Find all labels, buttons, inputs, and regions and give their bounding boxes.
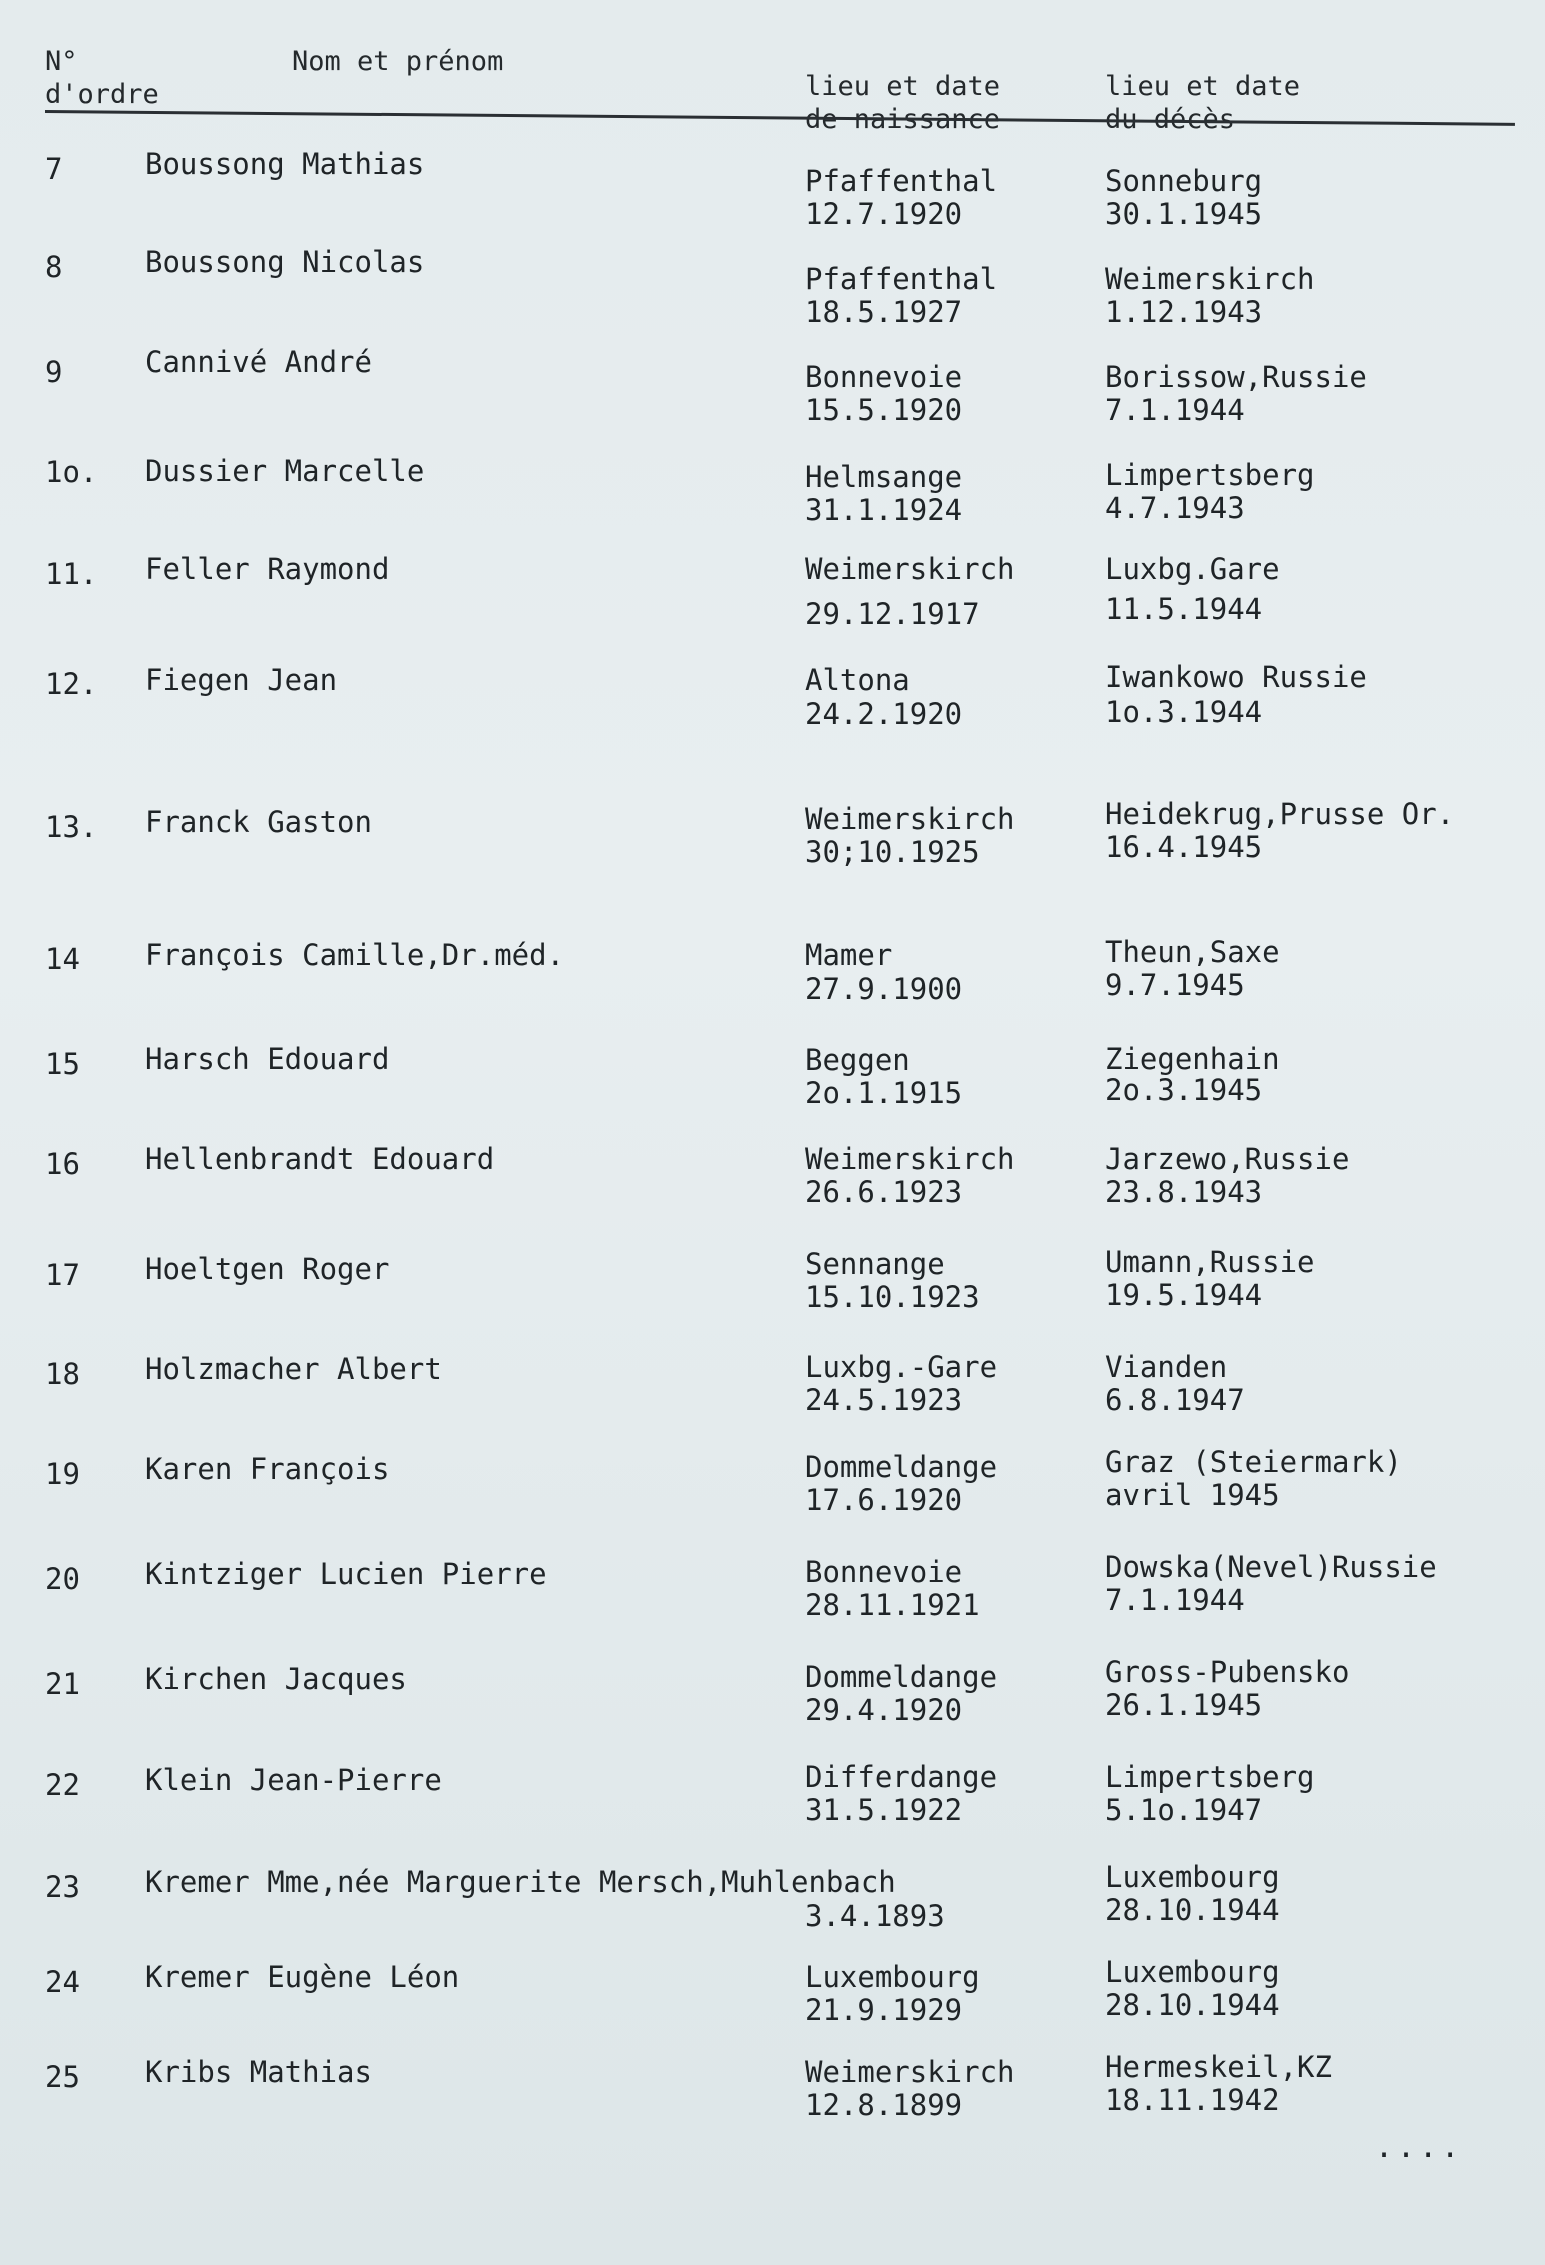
birth-date: 18.5.1927 (805, 295, 963, 329)
birth-date: 21.9.1929 (805, 1993, 963, 2027)
birth-date: 29.4.1920 (805, 1693, 963, 1727)
death-date: 30.1.1945 (1105, 197, 1263, 231)
death-place: Weimerskirch (1105, 262, 1315, 296)
table-row (0, 2050, 1545, 2145)
table-row (0, 1350, 1545, 1445)
birth-date: 17.6.1920 (805, 1483, 963, 1517)
birth-date: 27.9.1900 (805, 972, 963, 1006)
table-row (0, 1245, 1545, 1340)
birth-date: 12.8.1899 (805, 2088, 963, 2122)
death-place: Sonneburg (1105, 164, 1263, 198)
birth-place: Bonnevoie (805, 1555, 963, 1589)
birth-date: 24.5.1923 (805, 1383, 963, 1417)
death-place: Graz (Steiermark) (1105, 1445, 1402, 1479)
person-name: Feller Raymond (145, 552, 390, 586)
death-place: Luxbg.Gare (1105, 552, 1280, 586)
order-number: 16 (45, 1147, 80, 1181)
order-number: 20 (45, 1562, 80, 1596)
person-name: Cannivé André (145, 345, 372, 379)
person-name: Kribs Mathias (145, 2055, 372, 2089)
header-death-line1: lieu et date (1105, 71, 1301, 102)
death-date: 1.12.1943 (1105, 295, 1263, 329)
person-name: Karen François (145, 1452, 390, 1486)
death-place: Borissow,Russie (1105, 360, 1367, 394)
table-row (0, 552, 1545, 645)
header-death-line2: du décès (1105, 104, 1236, 135)
birth-place: Weimerskirch (805, 802, 1015, 836)
person-name: Dussier Marcelle (145, 454, 425, 488)
order-number: 23 (45, 1870, 80, 1904)
death-place: Hermeskeil,KZ (1105, 2050, 1332, 2084)
death-place: Iwankowo Russie (1105, 660, 1367, 694)
order-number: 7 (45, 152, 63, 186)
birth-date: 28.11.1921 (805, 1588, 980, 1622)
birth-place: Luxbg.-Gare (805, 1350, 998, 1384)
birth-place: Weimerskirch (805, 552, 1015, 586)
header-order-number (45, 45, 159, 111)
table-row (0, 245, 1545, 340)
birth-place: Helmsange (805, 460, 963, 494)
birth-date: 31.5.1922 (805, 1793, 963, 1827)
death-date: 26.1.1945 (1105, 1688, 1263, 1722)
birth-place: Weimerskirch (805, 2055, 1015, 2089)
person-name: Kintziger Lucien Pierre (145, 1557, 547, 1591)
order-number: 18 (45, 1357, 80, 1391)
order-number: 21 (45, 1667, 80, 1701)
death-place: Dowska(Nevel)Russie (1105, 1550, 1437, 1584)
birth-place: Beggen (805, 1043, 910, 1077)
birth-place: Weimerskirch (805, 1142, 1015, 1176)
death-date: 4.7.1943 (1105, 491, 1245, 525)
birth-date: 3.4.1893 (805, 1899, 945, 1933)
table-row (0, 797, 1545, 890)
person-name: Harsch Edouard (145, 1042, 390, 1076)
death-date: 28.10.1944 (1105, 1988, 1280, 2022)
death-place: Limpertsberg (1105, 1760, 1315, 1794)
order-number: 15 (45, 1047, 80, 1081)
continuation-dots: .... (1375, 2130, 1464, 2165)
birth-date: 2o.1.1915 (805, 1076, 963, 1110)
death-date: 5.1o.1947 (1105, 1793, 1263, 1827)
death-date: 11.5.1944 (1105, 592, 1263, 626)
birth-place: Dommeldange (805, 1660, 998, 1694)
death-date: 7.1.1944 (1105, 1583, 1245, 1617)
table-row (0, 935, 1545, 1030)
birth-place: Mamer (805, 938, 893, 972)
header-birth (805, 70, 1000, 136)
death-place: Limpertsberg (1105, 458, 1315, 492)
order-number: 14 (45, 942, 80, 976)
birth-date: 30;10.1925 (805, 835, 980, 869)
person-name: François Camille,Dr.méd. (145, 938, 565, 972)
table-row (0, 450, 1545, 540)
header-order-number-line2: d'ordre (45, 79, 159, 110)
birth-place: Differdange (805, 1760, 998, 1794)
order-number: 8 (45, 250, 63, 284)
birth-place: Bonnevoie (805, 360, 963, 394)
person-name: Holzmacher Albert (145, 1352, 442, 1386)
death-date: 16.4.1945 (1105, 830, 1263, 864)
order-number: 17 (45, 1258, 80, 1292)
death-place: Umann,Russie (1105, 1245, 1315, 1279)
birth-place: Luxembourg (805, 1960, 980, 1994)
death-place: Jarzewo,Russie (1105, 1142, 1350, 1176)
table-row (0, 1550, 1545, 1650)
header-birth-line1: lieu et date (805, 71, 1001, 102)
person-name: Fiegen Jean (145, 663, 338, 697)
death-date: 2o.3.1945 (1105, 1073, 1263, 1107)
table-row (0, 1655, 1545, 1755)
person-name: Hoeltgen Roger (145, 1252, 390, 1286)
order-number: 19 (45, 1457, 80, 1491)
death-date: 1o.3.1944 (1105, 695, 1263, 729)
order-number: 11. (45, 557, 98, 591)
death-date: 18.11.1942 (1105, 2083, 1280, 2117)
death-place: Luxembourg (1105, 1955, 1280, 1989)
birth-date: 15.10.1923 (805, 1280, 980, 1314)
death-date: 9.7.1945 (1105, 968, 1245, 1002)
death-place: Luxembourg (1105, 1860, 1280, 1894)
person-name: Kremer Mme,née Marguerite Mersch,Muhlenbach (145, 1865, 896, 1899)
order-number: 9 (45, 355, 63, 389)
death-date: 7.1.1944 (1105, 393, 1245, 427)
birth-date: 15.5.1920 (805, 393, 963, 427)
order-number: 24 (45, 1965, 80, 1999)
person-name: Boussong Mathias (145, 147, 425, 181)
header-birth-line2: de naissance (805, 104, 1001, 135)
table-row (0, 1860, 1545, 1955)
death-date: 28.10.1944 (1105, 1893, 1280, 1927)
table-row (0, 345, 1545, 440)
birth-place: Dommeldange (805, 1450, 998, 1484)
order-number: 1o. (45, 455, 98, 489)
birth-place: Sennange (805, 1247, 945, 1281)
birth-date: 31.1.1924 (805, 493, 963, 527)
order-number: 12. (45, 667, 98, 701)
person-name: Kirchen Jacques (145, 1662, 407, 1696)
person-name: Boussong Nicolas (145, 245, 425, 279)
death-date: avril 1945 (1105, 1478, 1280, 1512)
death-date: 6.8.1947 (1105, 1383, 1245, 1417)
birth-place: Pfaffenthal (805, 262, 998, 296)
table-row (0, 1445, 1545, 1545)
order-number: 13. (45, 810, 98, 844)
death-place: Ziegenhain (1105, 1042, 1280, 1076)
death-date: 19.5.1944 (1105, 1278, 1263, 1312)
death-place: Heidekrug,Prusse Or. (1105, 797, 1455, 831)
header-order-number-line1: N° (45, 46, 78, 77)
table-row (0, 1955, 1545, 2050)
table-row (0, 147, 1545, 242)
order-number: 25 (45, 2060, 80, 2094)
birth-date: 26.6.1923 (805, 1175, 963, 1209)
birth-date: 29.12.1917 (805, 597, 980, 631)
death-place: Gross-Pubensko (1105, 1655, 1350, 1689)
table-row (0, 1760, 1545, 1855)
order-number: 22 (45, 1768, 80, 1802)
table-row (0, 1142, 1545, 1235)
person-name: Hellenbrandt Edouard (145, 1142, 495, 1176)
death-place: Vianden (1105, 1350, 1228, 1384)
table-row (0, 660, 1545, 755)
person-name: Klein Jean-Pierre (145, 1763, 442, 1797)
birth-place: Pfaffenthal (805, 164, 998, 198)
birth-date: 12.7.1920 (805, 197, 963, 231)
birth-date: 24.2.1920 (805, 697, 963, 731)
death-place: Theun,Saxe (1105, 935, 1280, 969)
header-name: Nom et prénom (292, 46, 504, 77)
table-row (0, 1042, 1545, 1135)
header-death (1105, 70, 1300, 136)
person-name: Kremer Eugène Léon (145, 1960, 460, 1994)
death-date: 23.8.1943 (1105, 1175, 1263, 1209)
person-name: Franck Gaston (145, 805, 372, 839)
birth-place: Altona (805, 663, 910, 697)
